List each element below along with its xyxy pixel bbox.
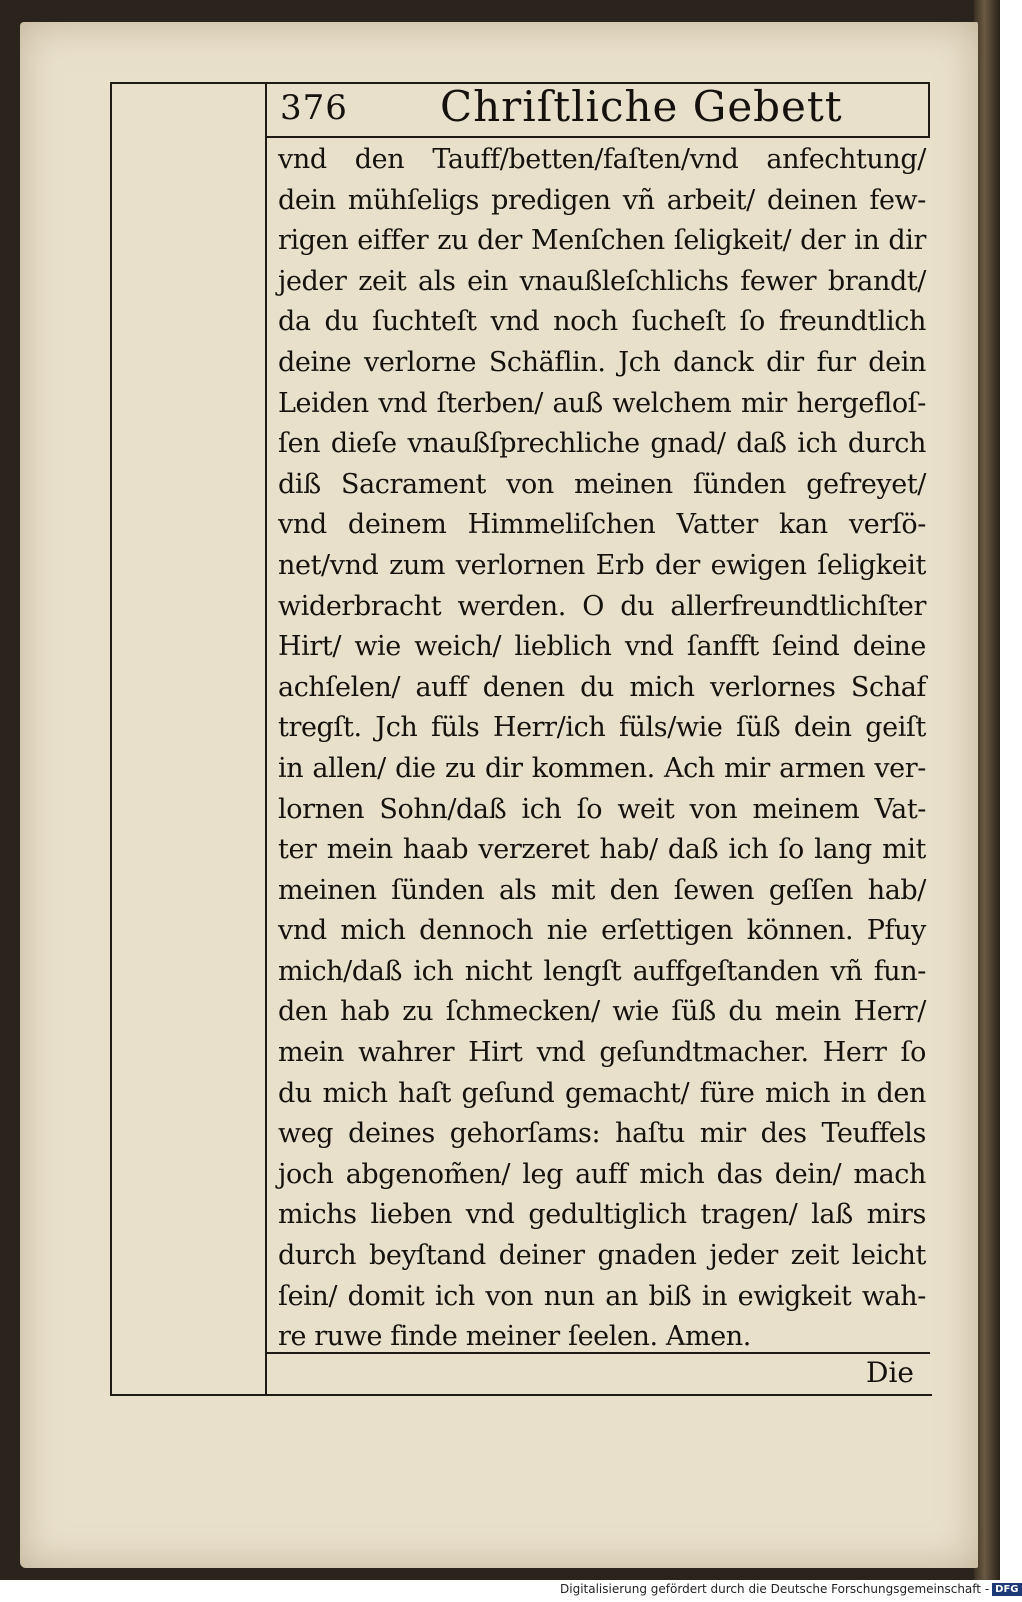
text-line: ſein/ domit ich von nun an biß in ewigkeit wah- — [278, 1280, 926, 1312]
text-line: mich/daß ich nicht lengſt auffgeſtanden vñ fun- — [278, 955, 926, 987]
catchword: Die — [866, 1356, 914, 1389]
text-line: mein wahrer Hirt vnd geſundtmacher. Herr ſo — [278, 1037, 926, 1069]
header-right-rule — [928, 84, 930, 136]
text-line: deine verlorne Schäflin. Jch danck dir fur dein — [278, 346, 926, 378]
digitization-credit — [560, 1582, 1019, 1596]
text-line: vnd den Tauff/betten/faſten/vnd anfechtung/ — [278, 144, 926, 175]
text-line: vnd mich dennoch nie erſettigen können. Pfuy — [278, 915, 926, 947]
text-line: rigen eiffer zu der Menſchen ſeligkeit/ der in dir — [278, 225, 926, 257]
text-line: meinen ſünden als mit den ſewen geſſen hab/ — [278, 874, 926, 906]
running-title: Chriſtliche Gebett — [440, 82, 843, 131]
page-number: 376 — [280, 88, 348, 128]
text-line: dein mühſeligs predigen vñ arbeit/ deinen few- — [278, 184, 926, 216]
header-rule — [265, 136, 930, 138]
text-line: michs lieben vnd gedultiglich tragen/ laß mirs — [278, 1199, 926, 1231]
text-line: den hab zu ſchmecken/ wie ſüß du mein Herr/ — [278, 996, 926, 1028]
text-line: net/vnd zum verlornen Erb der ewigen ſeligkeit — [278, 549, 926, 581]
margin-rule — [265, 84, 267, 1396]
text-line: ter mein haab verzeret hab/ daß ich ſo lang mit — [278, 834, 926, 866]
text-line: jeder zeit als ein vnaußleſchlichs fewer brandt/ — [278, 265, 926, 297]
text-line: du mich haſt geſund gemacht/ füre mich in den — [278, 1077, 926, 1109]
text-line: da du ſuchteſt vnd noch ſucheſt ſo freundtlich — [278, 306, 926, 338]
text-line: diß Sacrament von meinen ſünden gefreyet/ — [278, 468, 926, 500]
text-line: durch beyſtand deiner gnaden jeder zeit leicht — [278, 1240, 926, 1272]
text-line: in allen/ die zu dir kommen. Ach mir armen ver- — [278, 752, 926, 784]
text-line: Leiden vnd ſterben/ auß welchem mir hergefloſ- — [278, 387, 926, 419]
dfg-logo: DFG — [992, 1583, 1021, 1596]
body-text — [278, 140, 926, 1358]
text-line: re ruwe finde meiner ſeelen. Amen. — [278, 1321, 751, 1353]
text-line: vnd deinem Himmeliſchen Vatter kan verſö- — [278, 509, 926, 541]
text-line: ſen dieſe vnaußſprechliche gnad/ daß ich durch — [278, 428, 926, 460]
credit-text: Digitalisierung gefördert durch die Deutsche Forschungsgemeinschaft - — [560, 1582, 990, 1596]
text-line: widerbracht werden. O du allerfreundtlichſter — [278, 590, 926, 622]
text-line: tregſt. Jch füls Herr/ich füls/wie ſüß dein geiſt — [278, 712, 926, 744]
text-line: Hirt/ wie weich/ lieblich vnd ſanfft ſeind deine — [278, 631, 926, 663]
text-line: joch abgenom̃en/ leg auff mich das dein/ mach — [278, 1158, 926, 1190]
text-line: achſelen/ auff denen du mich verlornes Schaf — [278, 671, 926, 703]
text-line: weg deines gehorſams: haſtu mir des Teuffels — [278, 1118, 926, 1150]
text-line: lornen Sohn/daß ich ſo weit von meinem Vat- — [278, 793, 926, 825]
